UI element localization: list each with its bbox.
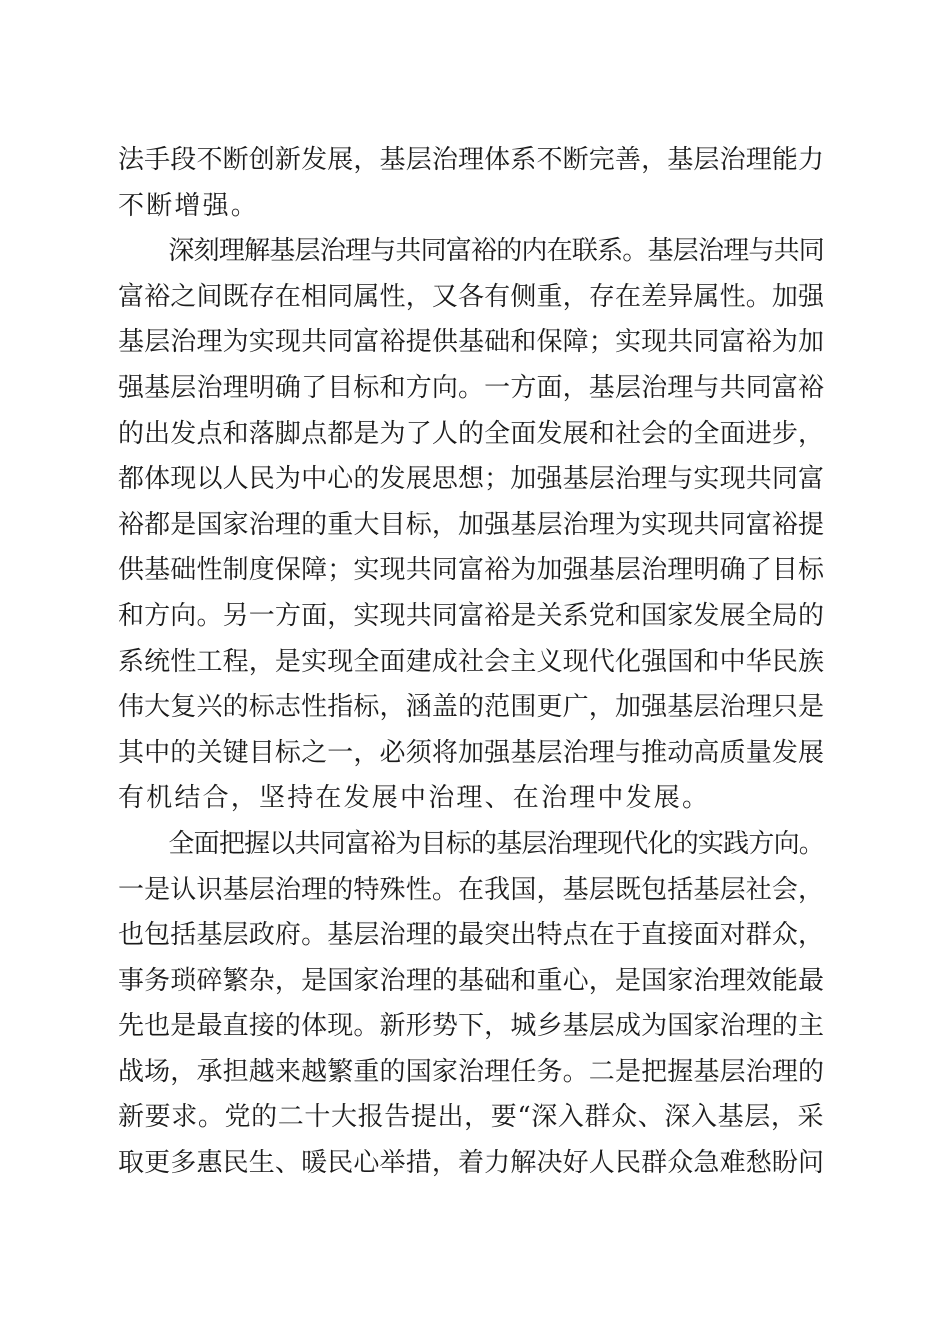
text-line: 伟大复兴的标志性指标，涵盖的范围更广，加强基层治理只是: [118, 692, 824, 723]
text-line: 战场，承担越来越繁重的国家治理任务。二是把握基层治理的: [118, 1056, 824, 1087]
text-line: 系统性工程，是实现全面建成社会主义现代化强国和中华民族: [118, 646, 824, 677]
paragraph-1: [118, 138, 824, 229]
text-line: 法手段不断创新发展，基层治理体系不断完善，基层治理能力: [118, 145, 824, 175]
text-line: 其中的关键目标之一，必须将加强基层治理与推动高质量发展: [118, 737, 824, 768]
text-line: 一是认识基层治理的特殊性。在我国，基层既包括基层社会，: [118, 874, 824, 905]
text-line: 基层治理为实现共同富裕提供基础和保障；实现共同富裕为加: [118, 327, 824, 358]
text-line: 富裕之间既存在相同属性，又各有侧重，存在差异属性。加强: [118, 281, 824, 312]
document-body: [118, 138, 824, 1187]
text-line: 全面把握以共同富裕为目标的基层治理现代化的实践方向。: [118, 828, 824, 859]
text-line: 先也是最直接的体现。新形势下，城乡基层成为国家治理的主: [118, 1011, 824, 1042]
text-line: 事务琐碎繁杂，是国家治理的基础和重心，是国家治理效能最: [118, 965, 824, 996]
paragraph-2: [118, 229, 824, 822]
paragraph-3: [118, 822, 824, 1187]
text-line: 不断增强。: [118, 190, 260, 221]
text-line: 供基础性制度保障；实现共同富裕为加强基层治理明确了目标: [118, 555, 824, 586]
text-line: 有机结合，坚持在发展中治理、在治理中发展。: [118, 783, 711, 814]
text-line: 新要求。党的二十大报告提出，要“深入群众、深入基层，采: [118, 1102, 824, 1133]
text-line: 裕都是国家治理的重大目标，加强基层治理为实现共同富裕提: [118, 509, 824, 540]
text-line: 和方向。另一方面，实现共同富裕是关系党和国家发展全局的: [118, 600, 824, 631]
text-line: 的出发点和落脚点都是为了人的全面发展和社会的全面进步，: [118, 418, 824, 449]
text-line: 取更多惠民生、暖民心举措，着力解决好人民群众急难愁盼问: [118, 1148, 824, 1179]
text-line: 强基层治理明确了目标和方向。一方面，基层治理与共同富裕: [118, 372, 824, 403]
text-line: 都体现以人民为中心的发展思想；加强基层治理与实现共同富: [118, 464, 824, 495]
text-line: 深刻理解基层治理与共同富裕的内在联系。基层治理与共同: [118, 236, 824, 267]
text-line: 也包括基层政府。基层治理的最突出特点在于直接面对群众，: [118, 920, 824, 951]
